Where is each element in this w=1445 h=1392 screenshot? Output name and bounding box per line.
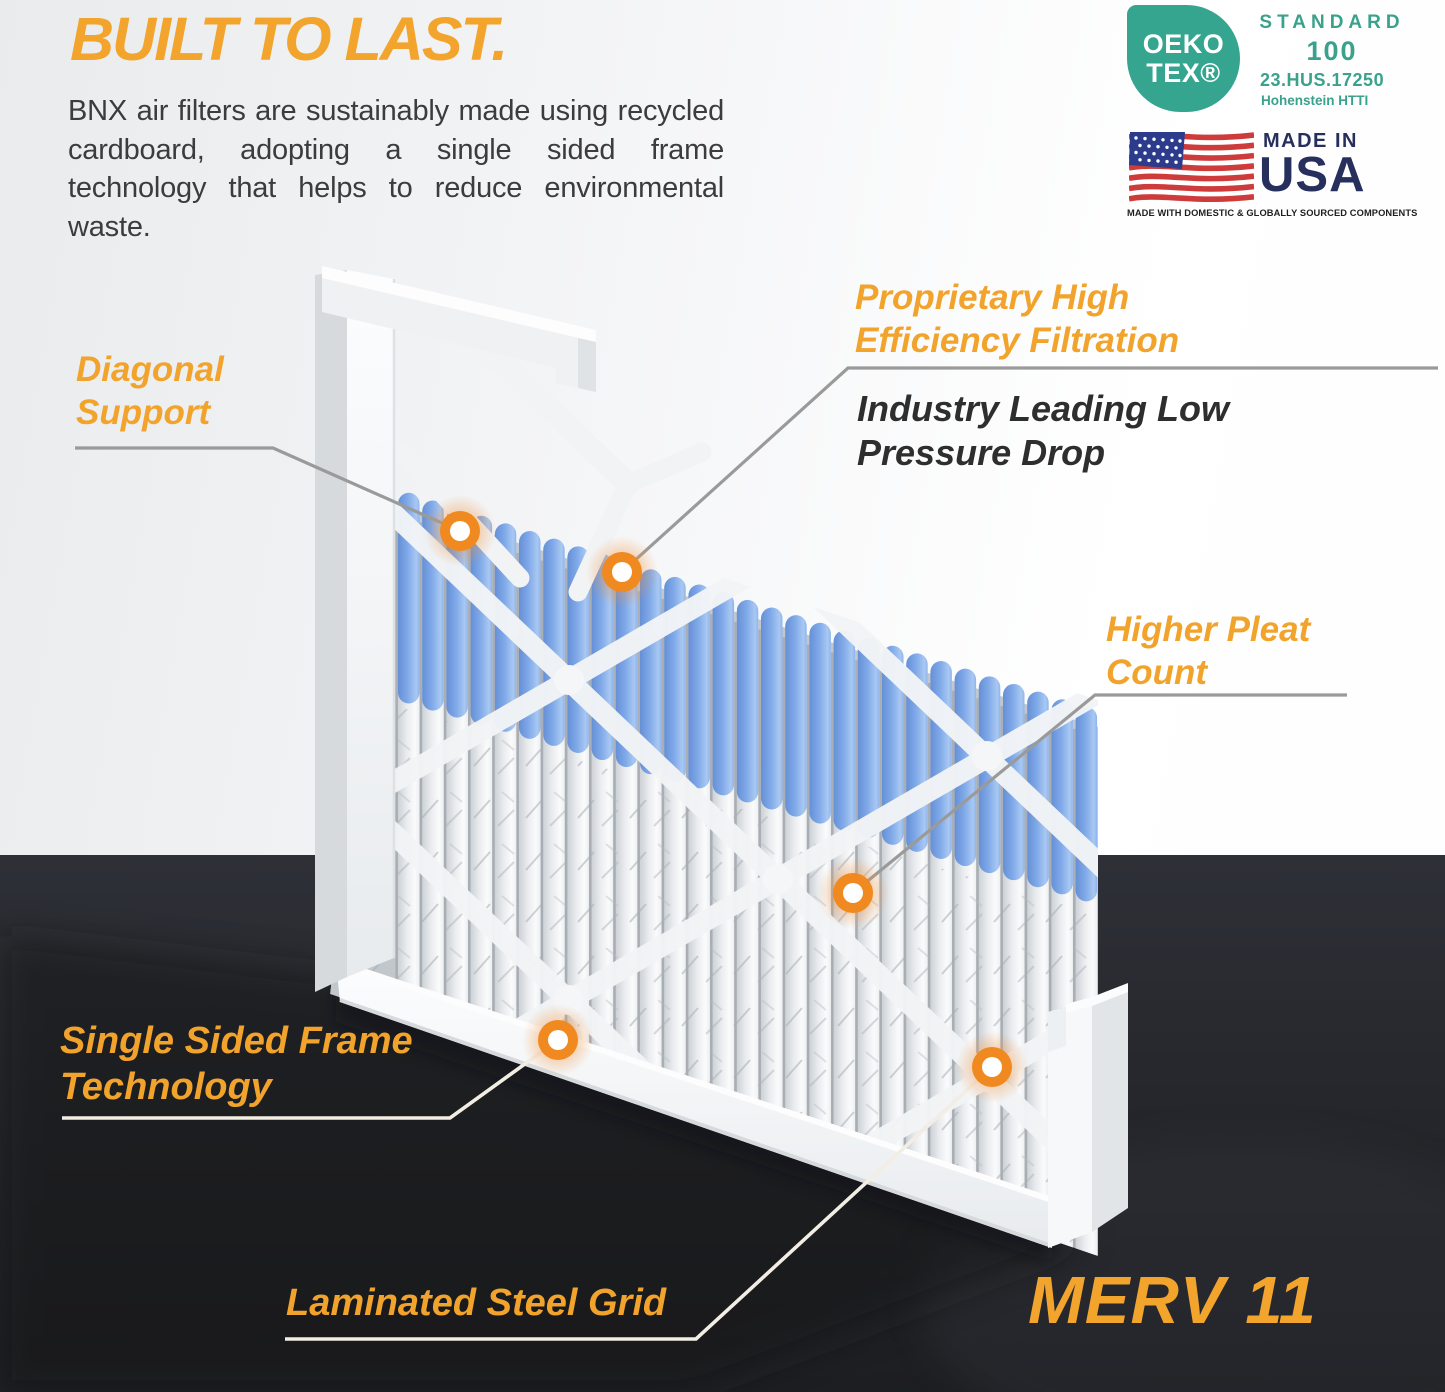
merv-rating: MERV 11 — [1028, 1263, 1317, 1338]
page-title: BUILT TO LAST. — [70, 5, 507, 73]
usa-label: USA — [1259, 148, 1366, 202]
oeko-tex-line1: OEKO — [1142, 28, 1225, 59]
callout-frame-tech: Single Sided Frame Technology — [60, 1020, 413, 1108]
oeko-institute: Hohenstein HTTI — [1261, 93, 1369, 108]
callout-pressure-drop: Industry Leading Low Pressure Drop — [857, 388, 1230, 473]
usa-caption: MADE WITH DOMESTIC & GLOBALLY SOURCED COMPONENTS — [1127, 208, 1418, 218]
oeko-tex-line2: TEX® — [1146, 57, 1221, 88]
oeko-tex-logo — [1127, 5, 1240, 112]
usa-flag-icon — [1129, 132, 1254, 205]
made-in-label: MADE IN — [1263, 130, 1358, 152]
callout-filtration: Proprietary High Efficiency Filtration — [855, 278, 1180, 360]
callout-diagonal-support: Diagonal Support — [76, 350, 224, 432]
callout-steel-grid: Laminated Steel Grid — [286, 1282, 667, 1324]
oeko-certificate-number: 23.HUS.17250 — [1260, 70, 1385, 90]
oeko-standard-block — [1252, 12, 1412, 67]
intro-paragraph: BNX air filters are sustainably made using recycled cardboard, adopting a single sided frame technology that helps to reduce environmental waste. — [68, 95, 724, 243]
left-frame-bar — [315, 270, 394, 992]
frame-end-cap — [1048, 983, 1128, 1248]
oeko-standard-number: 100 — [1306, 36, 1358, 66]
callout-pleat-count: Higher Pleat Count — [1106, 610, 1311, 692]
oeko-standard-label: STANDARD — [1259, 12, 1405, 33]
